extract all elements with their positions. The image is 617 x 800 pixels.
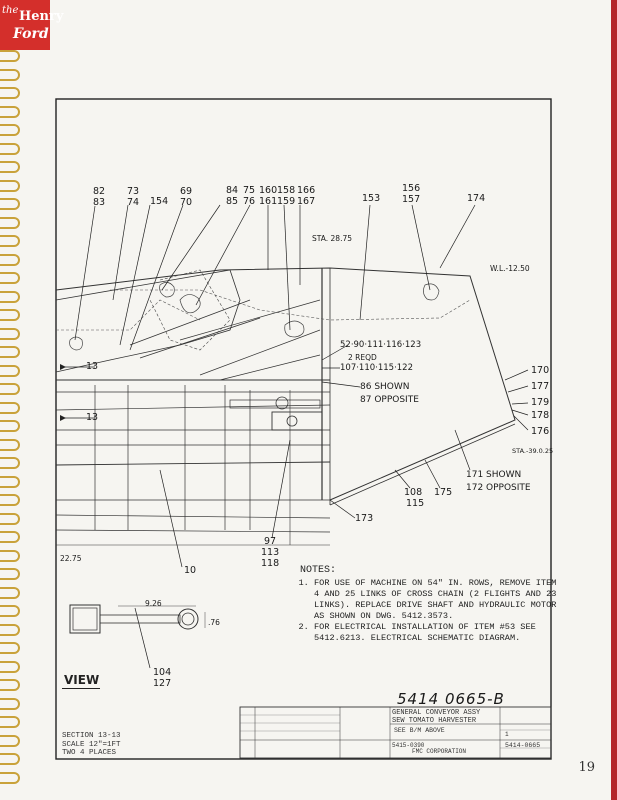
- view-underline: [62, 688, 100, 689]
- callout-84: 84: [226, 185, 239, 196]
- callout-159: 159: [277, 196, 296, 207]
- callout-173: 173: [355, 513, 374, 524]
- callout-104: 104: [153, 667, 172, 678]
- callout-178: 178: [531, 410, 550, 421]
- callout-74: 74: [127, 197, 140, 208]
- drawing-notes: [300, 565, 560, 644]
- notes-list: [300, 578, 560, 644]
- company-name: FMC CORPORATION: [412, 748, 467, 755]
- section-line-1: SECTION 13-13: [62, 732, 121, 740]
- callout-85: 85: [226, 196, 239, 207]
- title-line-2: SEW TOMATO HARVESTER: [392, 717, 477, 725]
- callout-97: 97: [264, 536, 277, 547]
- callout-174: 174: [467, 193, 486, 204]
- callout-10: 10: [184, 565, 197, 576]
- logo-text-ford: Ford: [13, 26, 49, 42]
- callout-76: 76: [243, 196, 256, 207]
- section-line-2: SCALE 12"=1FT: [62, 740, 121, 749]
- callout-175: 175: [434, 487, 453, 498]
- callout-167: 167: [297, 196, 316, 207]
- dwg-number: 5414-0665: [505, 742, 541, 749]
- callout-82: 82: [93, 186, 106, 197]
- callout-160: 160: [259, 185, 278, 196]
- view-label: VIEW: [64, 673, 100, 687]
- callout-107: 107·110·115·122: [340, 363, 414, 373]
- callout-154: 154: [150, 196, 169, 207]
- callout-115: 115: [406, 498, 425, 509]
- callout-158: 158: [277, 185, 296, 196]
- callout-176: 176: [531, 426, 550, 437]
- callout-75: 75: [243, 185, 256, 196]
- callout-83: 83: [93, 197, 106, 208]
- note-item: 1. FOR USE OF MACHINE ON 54" IN. ROWS, REMOVE ITEM 4 AND 25 LINKS OF CROSS CHAIN (2 FLIGHTS AND 23 LINKS). REPLACE DRIVE SHAFT AND HYDRAULIC MOTOR AS SHOWN ON DWG. 5412.3573.: [314, 578, 560, 622]
- sheet-number: 1: [505, 731, 509, 738]
- callout-166: 166: [297, 185, 316, 196]
- callout-87: 87 OPPOSITE: [360, 395, 419, 405]
- callout-sta-top: STA. 28.75: [312, 234, 352, 243]
- callout-wl: W.L.-12.50: [490, 264, 530, 273]
- callout-156: 156: [402, 183, 421, 194]
- note-item: 2. FOR ELECTRICAL INSTALLATION OF ITEM #53 SEE 5412.6213. ELECTRICAL SCHEMATIC DIAGRAM.: [314, 622, 560, 644]
- section-label: [62, 732, 121, 758]
- callout-177: 177: [531, 381, 550, 392]
- callout-118: 118: [261, 558, 280, 569]
- dimension-926: 9.26: [145, 599, 162, 608]
- callout-sta-right: STA.-39.0.25: [512, 447, 554, 455]
- callout-179: 179: [531, 397, 550, 408]
- callout-170: 170: [531, 365, 550, 376]
- dwg-reference: 5415-0390: [392, 742, 425, 749]
- callout-108: 108: [404, 487, 423, 498]
- callout-70: 70: [180, 197, 193, 208]
- logo-text-henry: Henry: [19, 9, 64, 24]
- callout-73: 73: [127, 186, 140, 197]
- dimension-76: .76: [208, 618, 220, 627]
- callout-69: 69: [180, 186, 193, 197]
- section-13-bottom: 13: [86, 412, 99, 423]
- drawing-number: 5414 0665-B: [397, 690, 505, 708]
- callout-171: 171 SHOWN: [466, 470, 522, 480]
- logo-text-the: the: [2, 5, 19, 16]
- callout-172: 172 OPPOSITE: [466, 483, 531, 493]
- page-number: 19: [578, 760, 595, 775]
- callout-153: 153: [362, 193, 381, 204]
- notes-title: NOTES:: [300, 565, 337, 576]
- callout-52-sub: 2 REQD: [348, 353, 377, 362]
- callout-157: 157: [402, 194, 421, 205]
- callout-161: 161: [259, 196, 278, 207]
- callout-113: 113: [261, 547, 280, 558]
- callout-52: 52·90·111·116·123: [340, 340, 422, 350]
- section-line-3: TWO 4 PLACES: [62, 749, 117, 757]
- title-line-3: SEE B/M ABOVE: [394, 727, 445, 734]
- dimension-left: 22.75: [60, 554, 82, 563]
- title-line-1: GENERAL CONVEYOR ASSY: [392, 709, 481, 717]
- section-13-top: 13: [86, 361, 99, 372]
- callout-86: 86 SHOWN: [360, 382, 410, 392]
- callout-127: 127: [153, 678, 172, 689]
